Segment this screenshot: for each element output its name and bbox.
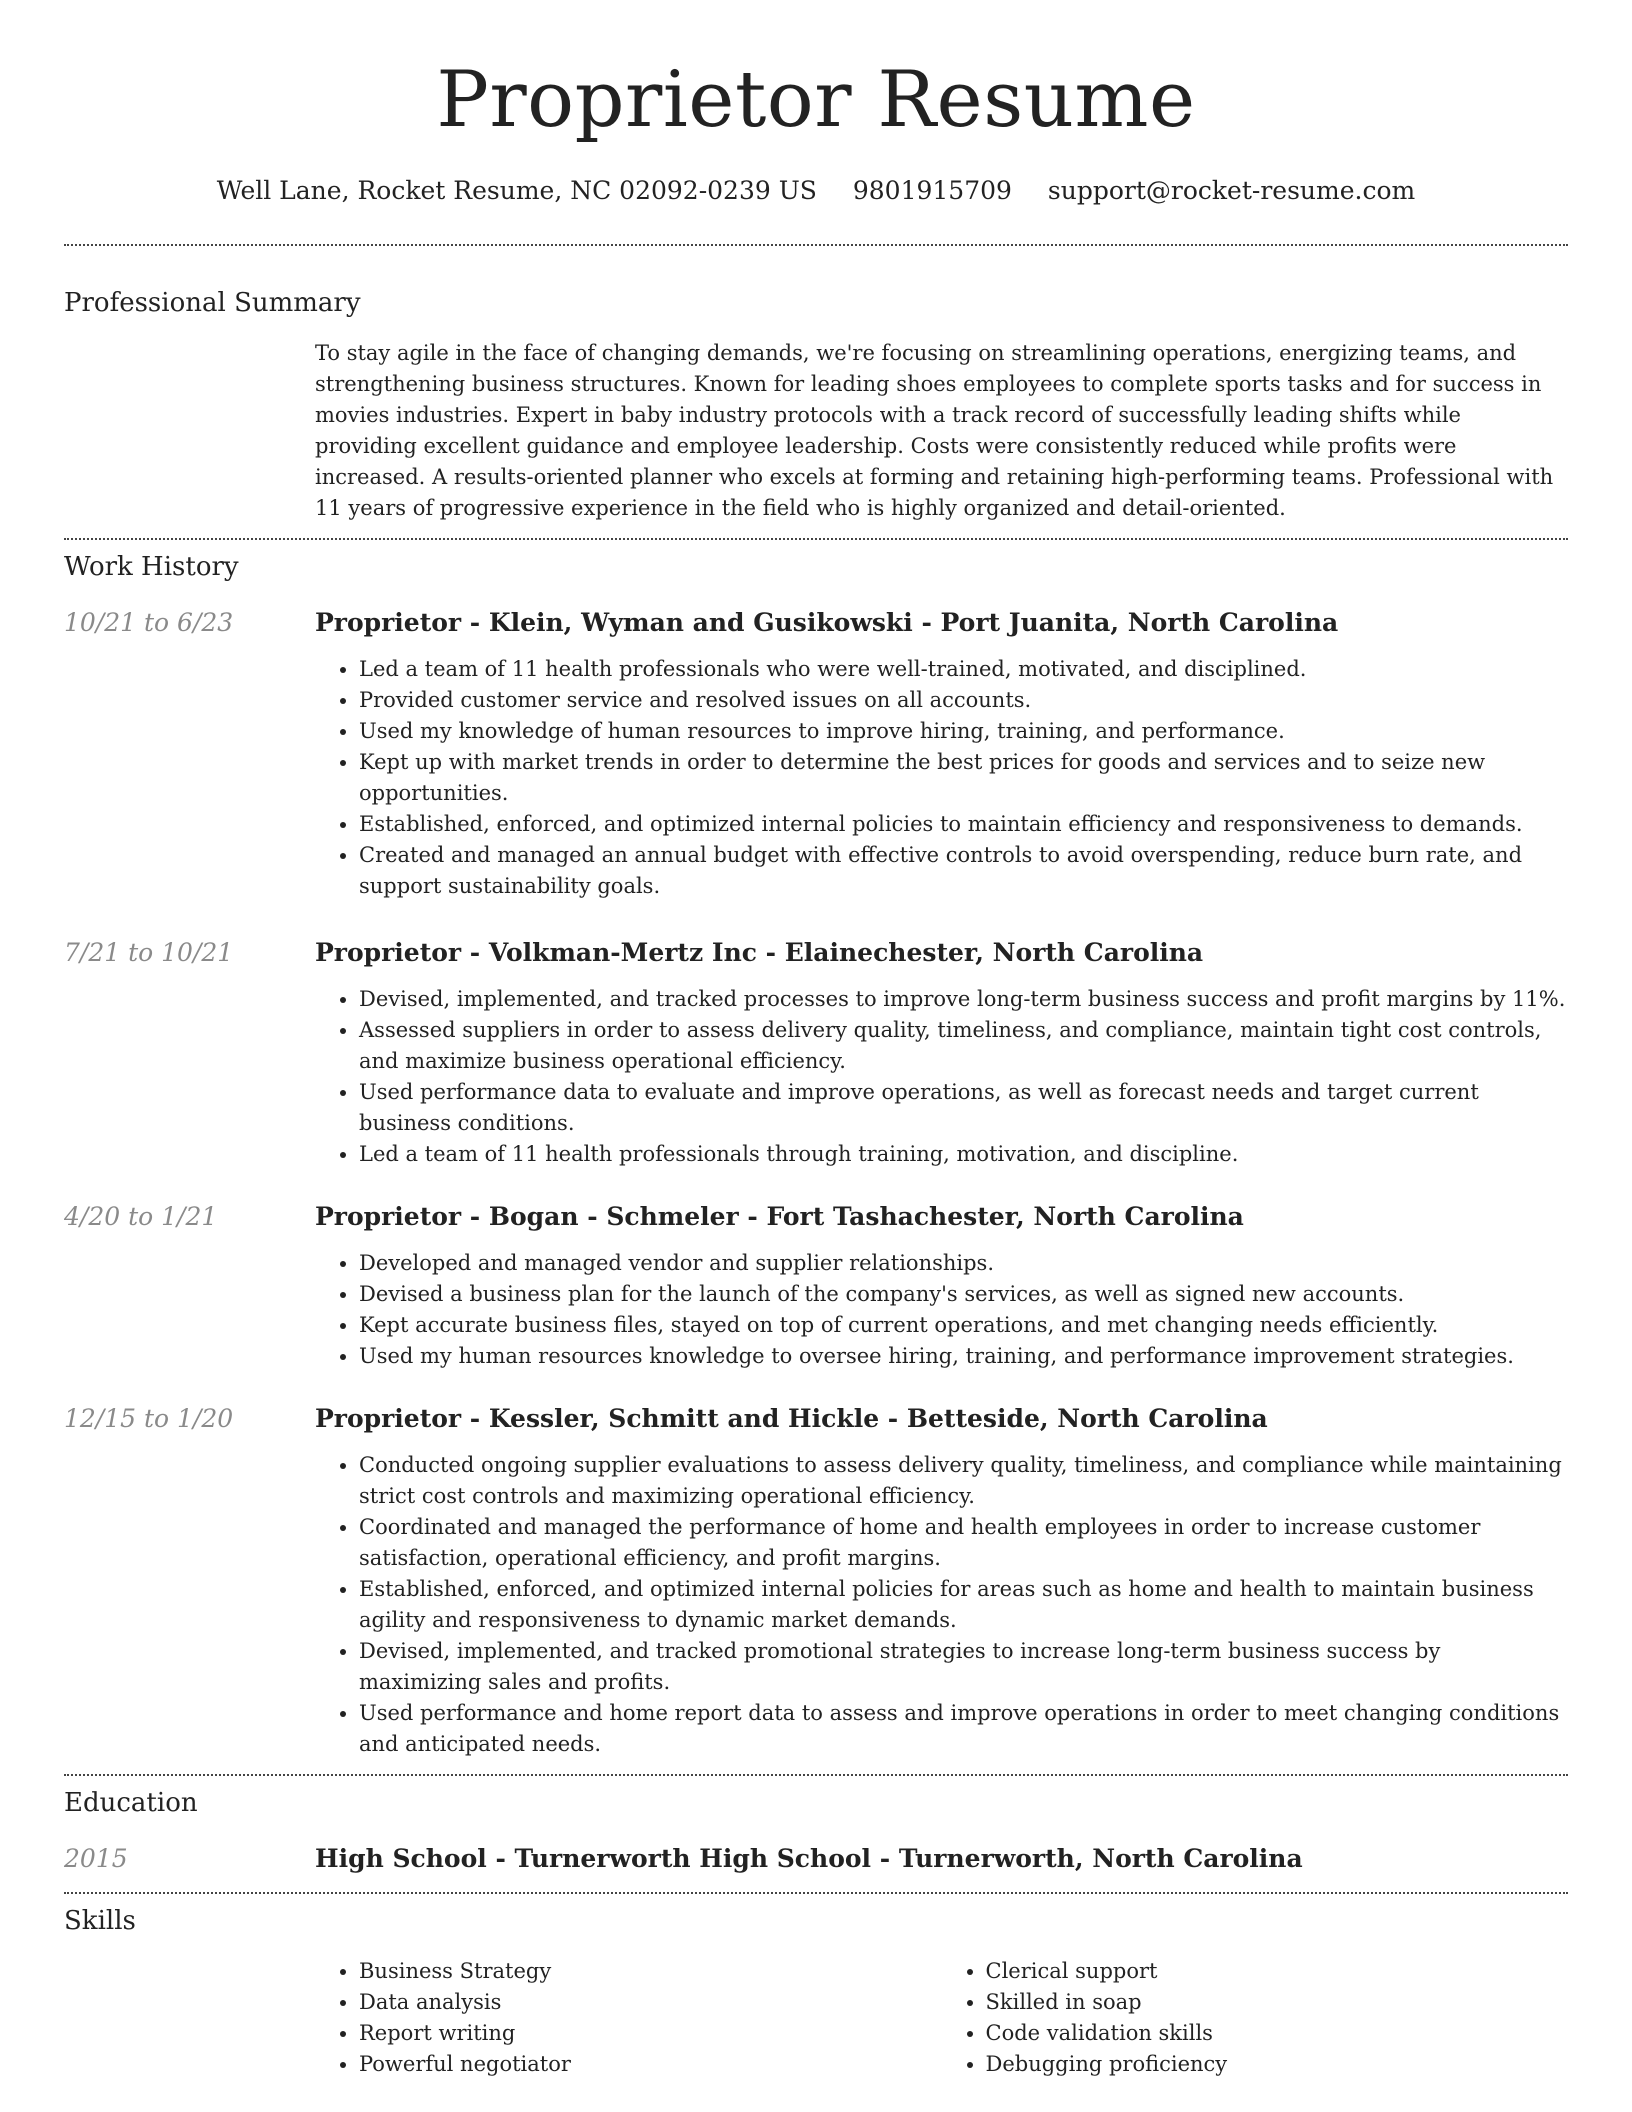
contact-line — [64, 174, 1568, 208]
list-item: • Devised a business plan for the launch of the company's services, as well as signed new accounts. — [359, 1279, 1568, 1310]
job-title: Proprietor - Volkman-Mertz Inc - Elainechester, North Carolina — [315, 938, 1204, 967]
summary-row — [64, 338, 1568, 524]
list-item: • Used my human resources knowledge to oversee hiring, training, and performance improvement strategies. — [359, 1341, 1568, 1372]
contact-email: support@rocket-resume.com — [1047, 176, 1416, 205]
job-title: Proprietor - Kessler, Schmitt and Hickle - Betteside, North Carolina — [315, 1404, 1268, 1433]
list-item: • Devised, implemented, and tracked promotional strategies to increase long-term business success by maximizing sales and profits. — [359, 1636, 1568, 1698]
job-entry — [64, 1200, 1568, 1372]
education-heading: Education — [64, 1788, 198, 1818]
section-divider — [64, 1774, 1568, 1776]
section-divider — [64, 538, 1568, 540]
list-item: • Led a team of 11 health professionals who were well-trained, motivated, and disciplined. — [359, 654, 1568, 685]
list-item: • Developed and managed vendor and supplier relationships. — [359, 1248, 1568, 1279]
list-item: • Coordinated and managed the performance of home and health employees in order to increase customer satisfaction, operational efficiency, and profit margins. — [359, 1512, 1568, 1574]
job-title: Proprietor - Bogan - Schmeler - Fort Tashachester, North Carolina — [315, 1202, 1244, 1231]
summary-heading: Professional Summary — [64, 288, 361, 318]
list-item: • Created and managed an annual budget with effective controls to avoid overspending, reduce burn rate, and support sustainability goals. — [359, 840, 1568, 902]
list-item: • Established, enforced, and optimized internal policies to maintain efficiency and responsiveness to demands. — [359, 809, 1568, 840]
summary-text: To stay agile in the face of changing demands, we're focusing on streamlining operations, energizing teams, and strengthening business structures. Known for leading shoes employees to complete sports tasks and for success in movies industries. Expert in baby industry protocols with a track record of successfully leading shifts while providing excellent guidance and employee leadership. Costs were consistently reduced while profits were increased. A results-oriented planner who excels at forming and retaining high-performing teams. Professional with 11 years of progressive experience in the field who is highly organized and detail-oriented. — [315, 341, 1554, 520]
job-bullets — [315, 984, 1568, 1170]
skill-item: • Report writing — [359, 2018, 942, 2049]
skill-item: • Skilled in soap — [986, 1987, 1569, 2018]
list-item: • Kept up with market trends in order to determine the best prices for goods and services and to seize new opportunities. — [359, 747, 1568, 809]
job-dates: 10/21 to 6/23 — [64, 608, 234, 637]
job-dates: 4/20 to 1/21 — [64, 1202, 218, 1231]
list-item: • Used my knowledge of human resources to improve hiring, training, and performance. — [359, 716, 1568, 747]
job-title: Proprietor - Klein, Wyman and Gusikowski - Port Juanita, North Carolina — [315, 608, 1339, 637]
list-item: • Used performance data to evaluate and improve operations, as well as forecast needs and target current business conditions. — [359, 1077, 1568, 1139]
job-entry — [64, 606, 1568, 902]
job-entry — [64, 1402, 1568, 1760]
job-dates: 7/21 to 10/21 — [64, 938, 234, 967]
contact-phone: 9801915709 — [852, 176, 1012, 205]
list-item: • Provided customer service and resolved issues on all accounts. — [359, 685, 1568, 716]
skill-item: • Powerful negotiator — [359, 2049, 942, 2080]
list-item: • Established, enforced, and optimized internal policies for areas such as home and health to maintain business agility and responsiveness to dynamic market demands. — [359, 1574, 1568, 1636]
list-item: • Led a team of 11 health professionals through training, motivation, and discipline. — [359, 1139, 1568, 1170]
job-bullets — [315, 1450, 1568, 1760]
list-item: • Assessed suppliers in order to assess delivery quality, timeliness, and compliance, maintain tight cost controls, and maximize business operational efficiency. — [359, 1015, 1568, 1077]
skills-list-left — [315, 1956, 942, 2080]
section-divider — [64, 244, 1568, 246]
job-dates: 12/15 to 1/20 — [64, 1404, 234, 1433]
work-heading: Work History — [64, 552, 239, 582]
section-divider — [64, 1892, 1568, 1894]
list-item: • Devised, implemented, and tracked processes to improve long-term business success and profit margins by 11%. — [359, 984, 1568, 1015]
skill-item: • Debugging proficiency — [986, 2049, 1569, 2080]
job-bullets — [315, 654, 1568, 902]
job-bullets — [315, 1248, 1568, 1372]
summary-spacer — [64, 338, 315, 524]
resume-title: Proprietor Resume — [436, 55, 1196, 145]
education-dates: 2015 — [64, 1844, 128, 1873]
contact-address: Well Lane, Rocket Resume, NC 02092-0239 US — [216, 176, 817, 205]
list-item: • Kept accurate business files, stayed on top of current operations, and met changing needs efficiently. — [359, 1310, 1568, 1341]
job-entry — [64, 936, 1568, 1170]
skill-item: • Business Strategy — [359, 1956, 942, 1987]
education-title: High School - Turnerworth High School - Turnerworth, North Carolina — [315, 1844, 1303, 1873]
skills-row — [64, 1956, 1568, 2080]
skills-spacer — [64, 1956, 315, 2080]
education-entry — [64, 1842, 1568, 1876]
skills-heading: Skills — [64, 1906, 136, 1936]
list-item: • Conducted ongoing supplier evaluations to assess delivery quality, timeliness, and compliance while maintaining strict cost controls and maximizing operational efficiency. — [359, 1450, 1568, 1512]
skill-item: • Code validation skills — [986, 2018, 1569, 2049]
skill-item: • Clerical support — [986, 1956, 1569, 1987]
skill-item: • Data analysis — [359, 1987, 942, 2018]
list-item: • Used performance and home report data to assess and improve operations in order to meet changing conditions and anticipated needs. — [359, 1698, 1568, 1760]
skills-list-right — [942, 1956, 1569, 2080]
